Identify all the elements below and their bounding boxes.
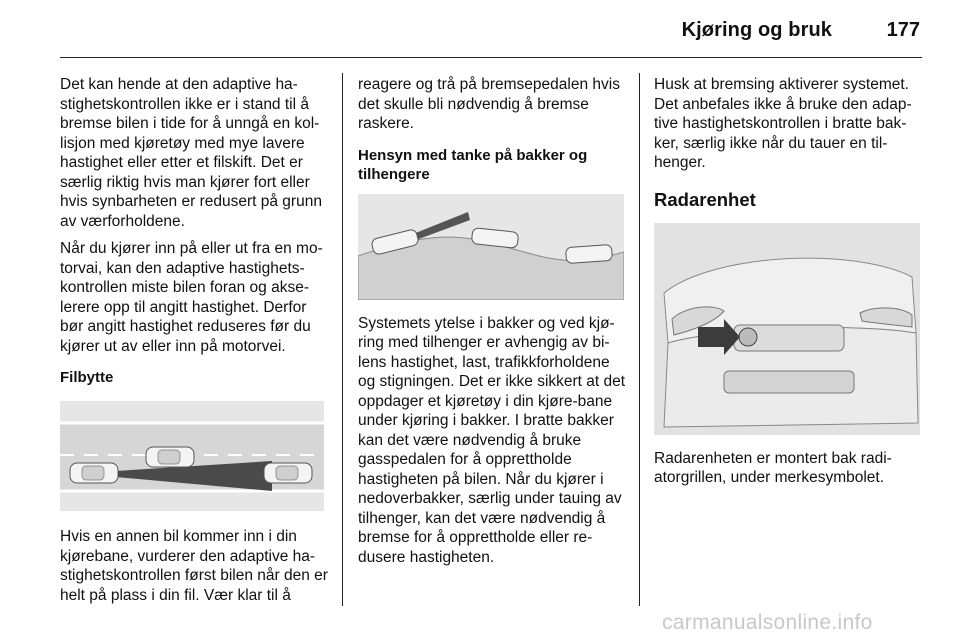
paragraph: Hvis en annen bil kommer inn i din kjørebane, vurderer den adaptive ha-stighetskontrollen først bilen når den er helt på plass i din fil. Vær klar til å bbox=[60, 528, 328, 604]
car-icon bbox=[146, 447, 194, 467]
page-title: Kjøring og bruk bbox=[681, 19, 832, 41]
paragraph: reagere og trå på bremsepedalen hvis det skulle bli nødvendig å bremse raskere. bbox=[358, 76, 620, 132]
column-3 bbox=[654, 75, 922, 496]
page-number: 177 bbox=[886, 19, 920, 41]
radar-unit-illustration bbox=[654, 223, 920, 435]
car-icon bbox=[264, 463, 312, 483]
paragraph: Husk at bremsing aktiverer systemet. Det anbefales ikke å bruke den adap-tive hastighetskontrollen i bratte bak-ker, særlig ikke når du tauer en til-henger. bbox=[654, 76, 912, 171]
section-title-radarenhet: Radarenhet bbox=[654, 188, 756, 210]
radar-sensor-icon bbox=[739, 328, 757, 346]
column-divider-2 bbox=[639, 73, 640, 606]
lower-grille bbox=[724, 371, 854, 393]
subheading-hills-trailers: Hensyn med tanke på bakker og tilhengere bbox=[358, 146, 588, 183]
header-rule bbox=[60, 57, 922, 58]
column-divider-1 bbox=[342, 73, 343, 606]
column-1 bbox=[60, 75, 328, 613]
paragraph: Når du kjører inn på eller ut fra en mo-torvai, kan den adaptive hastighets-kontrollen miste bilen foran og akse-lerere opp til angitt hastighet. Derfor bør angitt hastighet reduseres før du kjører ut av eller inn på motorvei. bbox=[60, 240, 323, 355]
hills-illustration bbox=[358, 194, 624, 300]
watermark: carmanualsonline.info bbox=[662, 611, 873, 634]
car-icon bbox=[70, 463, 118, 483]
car-icon bbox=[565, 244, 612, 263]
paragraph: Det kan hende at den adaptive ha-stighetskontrollen ikke er i stand til å bremse bilen i tide for å unngå en kol-lisjon med kjøretøy med mye lavere hastighet eller etter et filskift. Det er særlig riktig hvis man kjører fort eller hvis synbarheten er redusert på grunn av værforholdene. bbox=[60, 76, 322, 230]
subheading-filbytte: Filbytte bbox=[60, 369, 114, 386]
column-2 bbox=[358, 75, 626, 575]
paragraph: Radarenheten er montert bak radi-atorgrillen, under merkesymbolet. bbox=[654, 449, 892, 486]
paragraph: Systemets ytelse i bakker og ved kjø-ring med tilhenger er avhengig av bi-lens hastighet, last, trafikkforholdene og stigningen. Det er ikke sikkert at det oppdager et kjøretøy i din kjøre-bane under kjøring i bakker. I bratte bakker kan det være nødvendig å bruke gasspedalen for å opprettholde hastigheten på bilen. Når du kjører i nedoverbakker, særlig under tauing av tilhenger, kan det være nødvendig å bremse for å opprettholde eller re-dusere hastigheten. bbox=[358, 314, 626, 566]
lane-change-illustration bbox=[60, 401, 324, 511]
